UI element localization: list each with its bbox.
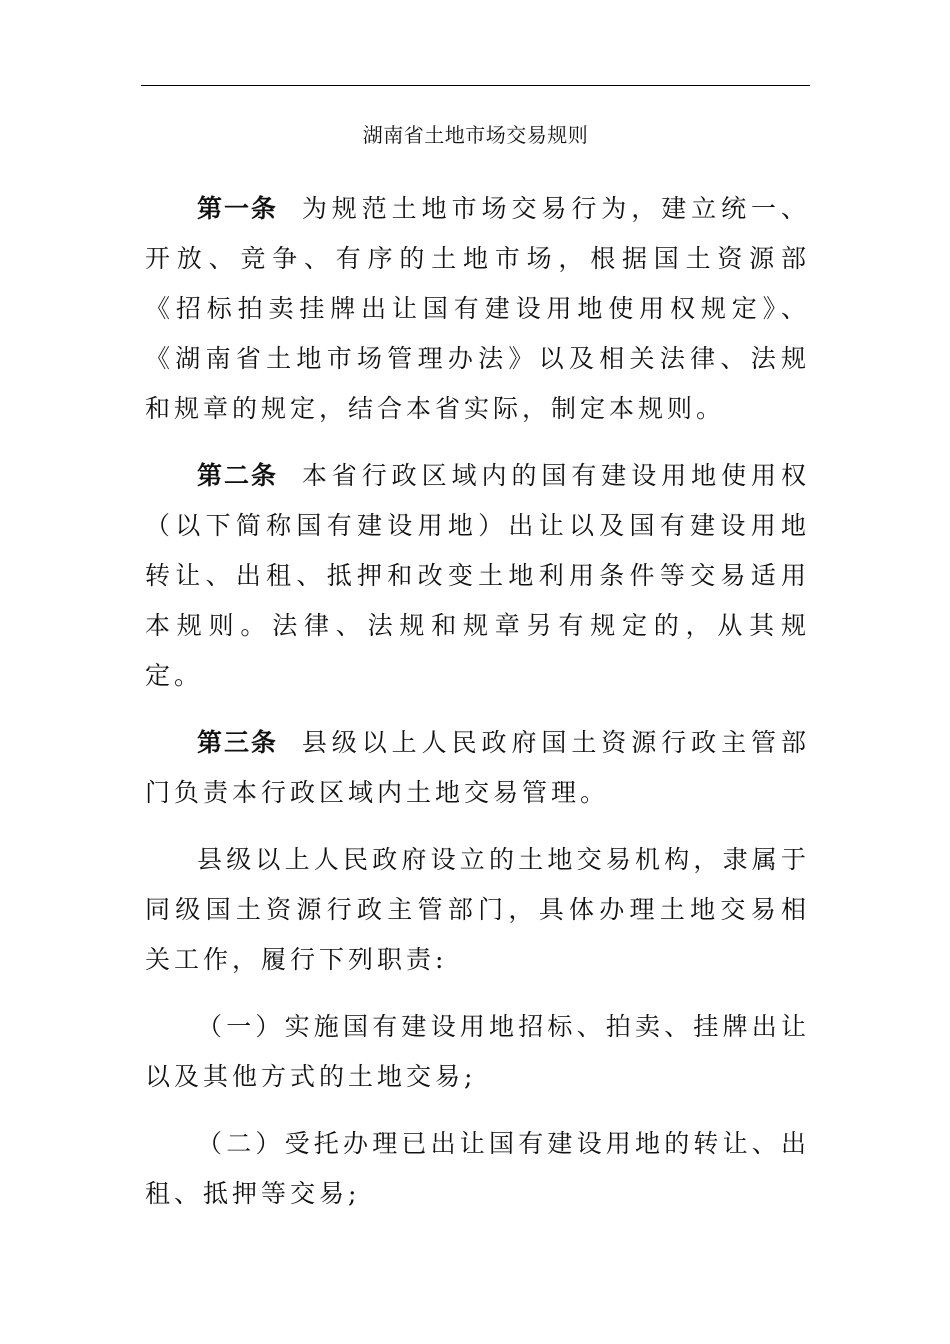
article-2 bbox=[145, 451, 810, 701]
body-paragraph: 县级以上人民政府设立的土地交易机构，隶属于同级国土资源行政主管部门，具体办理土地交易相关工作，履行下列职责: bbox=[145, 845, 810, 974]
article-text: 县级以上人民政府国土资源行政主管部门负责本行政区域内土地交易管理。 bbox=[145, 728, 810, 807]
article-number: 第一条 bbox=[197, 194, 278, 223]
document-title: 湖南省土地市场交易规则 bbox=[362, 123, 589, 147]
list-item-1: （一）实施国有建设用地招标、拍卖、挂牌出让以及其他方式的土地交易; bbox=[145, 1012, 810, 1091]
article-number: 第二条 bbox=[197, 461, 278, 490]
article-text: 为规范土地市场交易行为，建立统一、开放、竞争、有序的土地市场，根据国土资源部《招标拍卖挂牌出让国有建设用地使用权规定》、《湖南省土地市场管理办法》以及相关法律、法规和规章的规定，结合本省实际，制定本规则。 bbox=[145, 194, 810, 423]
document-body bbox=[145, 184, 810, 1219]
article-1 bbox=[145, 184, 810, 434]
header-rule bbox=[141, 85, 810, 86]
list-item-2: （二）受托办理已出让国有建设用地的转让、出租、抵押等交易; bbox=[145, 1129, 810, 1208]
article-number: 第三条 bbox=[197, 728, 278, 757]
article-text: 本省行政区域内的国有建设用地使用权（以下简称国有建设用地）出让以及国有建设用地转让、出租、抵押和改变土地利用条件等交易适用本规则。法律、法规和规章另有规定的，从其规定。 bbox=[145, 461, 810, 690]
article-3 bbox=[145, 718, 810, 818]
